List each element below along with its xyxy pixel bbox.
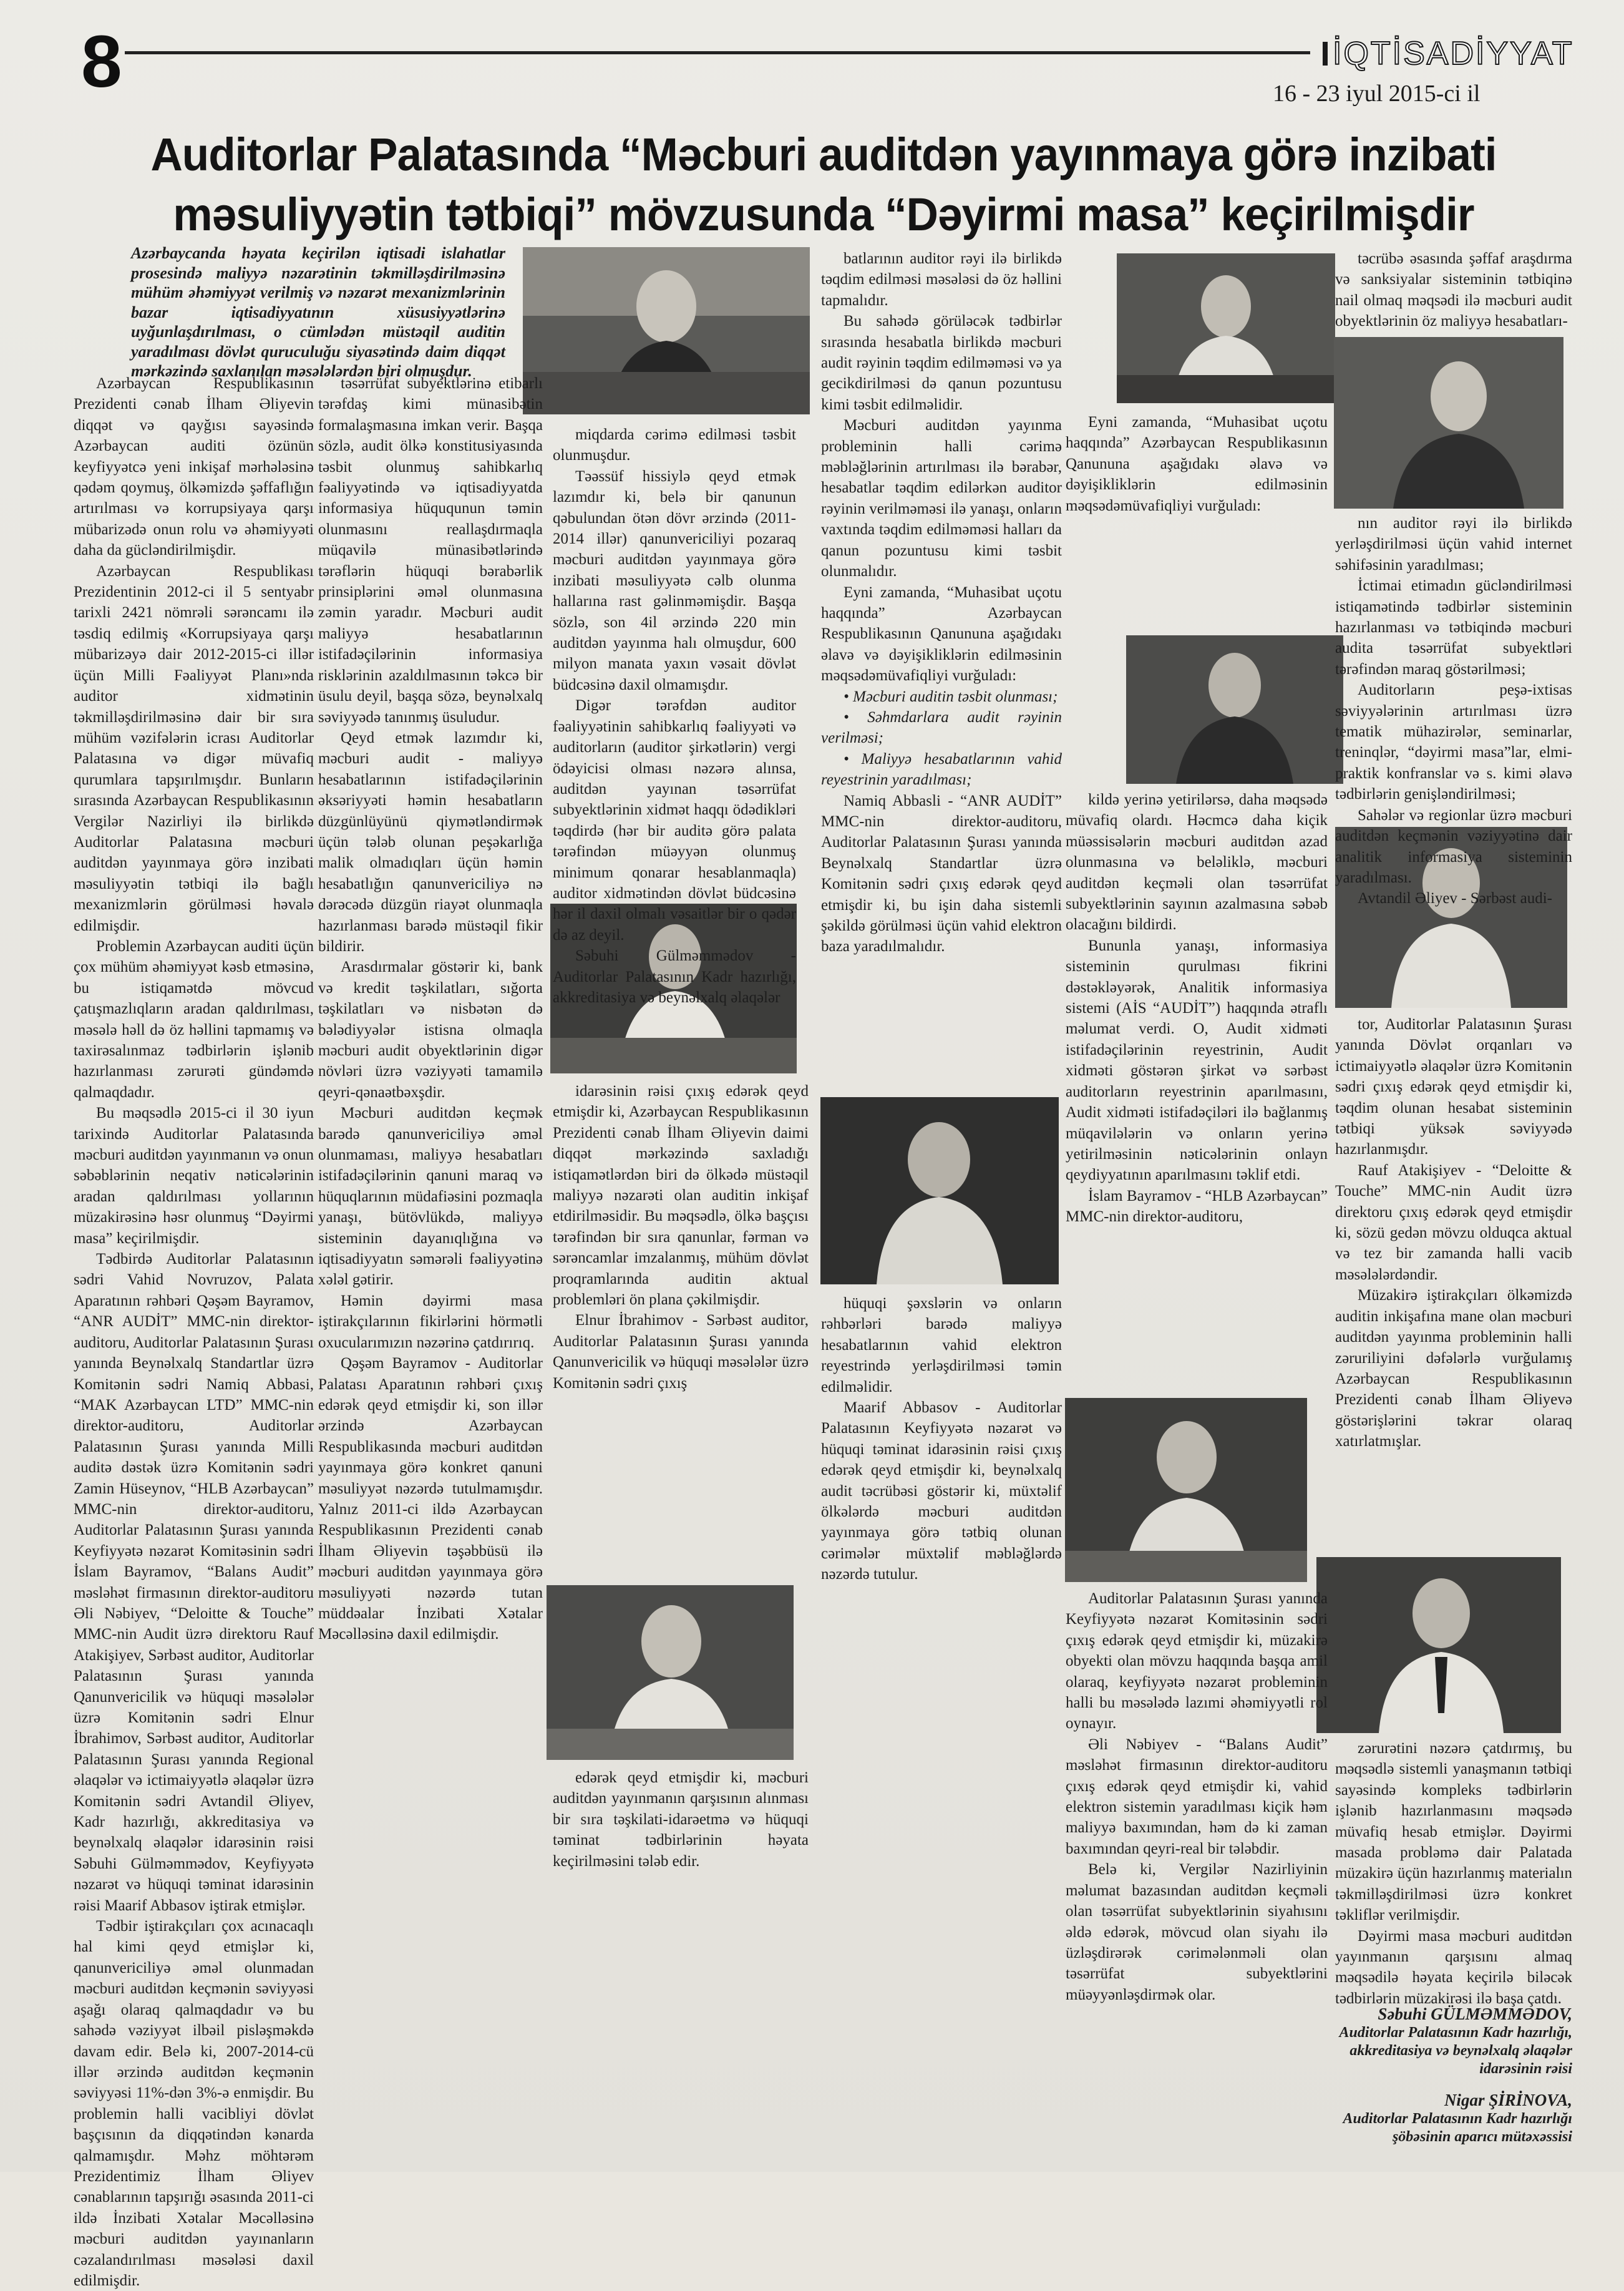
paragraph: Elnur İbrahimov - Sərbəst auditor, Auditorlar Palatasının Şurası yanında Qanunvericilik və hüquqi məsələlər üzrə Komitənin sədri çıxış <box>553 1312 809 1392</box>
brand-logo-icon <box>1323 42 1328 66</box>
paragraph: Avtandil Əliyev - Sərbəst audi- <box>1358 890 1552 907</box>
speaker-photo-islam <box>1065 1398 1307 1582</box>
paragraph: Rauf Atakişiyev - “Deloitte & Touche” MMC-nin Audit üzrə direktoru çıxış edərək qeyd etmişdir ki, sözü gedən mövzu olduqca aktual və tez bir zamanda halli vacib məsələlərdəndir. <box>1335 1161 1572 1283</box>
paragraph: Qəşəm Bayramov - Auditorlar Palatası Aparatının rəhbəri çıxış edərək qeyd etmişdir ki, son illər ərzində Azərbaycan Respublikasında məcburi auditdən yayınmaya görə konkret qanuni məsuliyyət nəzərdə tutulmamışdır. Yalnız 2011-ci ildə Azərbaycan Respublikasının Prezidenti cənab İlham Əliyevin təşəbbüsü ilə məcburi auditdən yayınmaya görə məsuliyyəti nəzərdə tutan müddəalar İnzibati Xətalar Məcəlləsinə daxil edilmişdir. <box>318 1355 543 1643</box>
paragraph: Bununla yanaşı, informasiya sisteminin qurulması fikrini dəstəkləyərək, Analitik informasiya sistemi (AİS “AUDİT”) haqqında ətraflı məlumat verdi. O, Audit xidməti istifadəçilərinin reyestrinin, Audit xidməti göstərən şirkət və sərbəst auditorların reyestrinin aparılmasını, Audit xidməti istifadəçiləri ilə bağlanmış müqavilələrin və onların yerinə yetirilməsinin nəticələrinin onlayn qeydiyyatının aparılmasını təklif etdi. <box>1066 937 1328 1184</box>
paragraph: Arasdırmalar göstərir ki, bank və kredit təşkilatları, sığorta təşkilatları və nisbətən də bələdiyyələr istisna olmaqla məcburi audit obyektlərinin digər növləri üzrə vəziyyəti tamamilə qeyri-qənaətbəxşdir. <box>318 959 543 1101</box>
signature-position: Auditorlar Palatasının Kadr hazırlığı, akkreditasiya və beynəlxalq əlaqələr idarəsinin rəisi <box>1339 2025 1572 2077</box>
paragraph: Maarif Abbasov - Auditorlar Palatasının Keyfiyyətə nəzarət və hüquqi təminat idarəsinin rəisi çıxış edərək qeyd etmişdir ki, beynəlxalq audit təcrübəsi göstərir ki, müxtəlif ölkələrdə məcburi auditdən yayınmaya görə tətbiq olunan cərimələr müxtəlif məbləğlərdə nəzərdə tutulur. <box>821 1399 1062 1583</box>
column-3c <box>553 1767 809 2154</box>
paragraph: idarəsinin rəisi çıxış edərək qeyd etmişdir ki, Azərbaycan Respublikasının Prezidenti cənab İlham Əliyevin daimi diqqət mərkəzində saxladığı istiqamətlərdən biri də ölkədə müstəqil maliyyə nəzarəti olan auditin inkişaf etdirilməsidir. Bu məqsədlə, ölkə başçısı tərəfindən bir sıra qanunlar, fərman və sərəncamlar imzalanmış, mühüm dövlət proqramlarında auditin aktual problemləri ön plana çəkilmişdir. <box>553 1083 809 1309</box>
headline-line-1: Auditorlar Palatasında “Məcburi auditdən yayınmaya görə inzibati <box>150 129 1497 180</box>
article-headline <box>105 125 1542 245</box>
masthead-brand <box>1323 34 1572 73</box>
paragraph: Məcburi auditdən yayınma probleminin halli cərimə məbləğlərinin artırılması ilə bərabər, hesabatlar təqdim edilərkən auditor rəyinin verilməməsi ilə yanaşı, onların vaxtında təqdim edilməməsi halları da qanun pozuntusu kimi təsbit olunmalıdır. <box>821 417 1062 580</box>
paragraph: Səbuhi Gülməmmədov - Auditorlar Palatasının Kadr hazırlığı, akkreditasiya və beynəlxalq əlaqələr <box>553 947 796 1006</box>
paragraph: təcrübə əsasında şəffaf araşdırma və sanksiyalar sisteminin tətbiqinə nail olmaq məqsədi ilə məcburi audit obyektlərinin öz maliyyə hesabatları- <box>1335 250 1572 330</box>
paragraph: Həmin dəyirmi masa iştirakçılarının fikirlərini hörmətli oxucularımızın nəzərinə çatdırırıq. <box>318 1292 543 1351</box>
column-4a <box>821 248 1062 1088</box>
paragraph: Müzakirə iştirakçıları ölkəmizdə auditin inkişafına mane olan məcburi auditdən yayınma probleminin halli zəruriliyini dəfələrlə vurğulamış Azərbaycan Respublikasının Prezidenti cənab İlham Əliyevə göstərişlərini təkrar olaraq xatırlatmışlar. <box>1335 1287 1572 1450</box>
paragraph: İctimai etimadın gücləndirilməsi istiqamətində tədbirlər sisteminin hazırlanması və tətbiqində məcburi audita təsərrüfat subyektləri tərəfindən maraq göstərilməsi; <box>1335 577 1572 678</box>
paragraph: Azərbaycan Respublikasının Prezidenti cənab İlham Əliyevin diqqət və qayğısı sayəsində Azərbaycan auditi özünün keyfiyyətcə yeni inkişaf mərhələsinə qədəm qoymuş, ölkəmizdə şəffaflığın artırılması və korrupsiyaya qarşı mübarizədə onun rolu və əhəmiyyəti daha da gücləndirilmişdir. <box>74 375 314 559</box>
paragraph: tor, Auditorlar Palatasının Şurası yanında Dövlət orqanları və ictimaiyyətlə əlaqələr üzrə Komitənin sədri çıxış edərək qeyd etmişdir ki, təqdim olunan hesabat sisteminin tətbiqi yüksək səviyyədə hazırlanmışdır. <box>1335 1016 1572 1158</box>
column-4b <box>821 1293 1062 2157</box>
paragraph: batlarının auditor rəyi ilə birlikdə təqdim edilməsi məsələsi də öz həllini tapmalıdır. <box>821 250 1062 309</box>
article-lead: Azərbaycanda həyata keçirilən iqtisadi islahatlar prosesində maliyyə nəzarətinin təkmilləşdirilməsinə mühüm əhəmiyyət verilmiş və nəzarət mexanizmlərinin bazar iqtisadiyyatının xüsusiyyətlərinə uyğunlaşdırılması, o cümlədən müstəqil auditin yaradılması dövlət quruculuğu siyasətində daim diqqət mərkəzində saxlanılan məsələlərdən biri olmuşdur. <box>131 244 505 380</box>
speaker-photo-7 <box>1334 337 1563 509</box>
headline-line-2: məsuliyyətin tətbiqi” mövzusunda “Dəyirmi masa” keçirilmişdir <box>173 188 1474 240</box>
paragraph: Bu məqsədlə 2015-ci il 30 iyun tarixində Auditorlar Palatasında məcburi auditdən yayınmanın və onun səbəblərinin neqativ nəticələrinin aradan qaldırılması yollarının müzakirəsinə həsr olunmuş “Dəyirmi masa” keçirilmişdir. <box>74 1105 314 1247</box>
paragraph: Problemin Azərbaycan auditi üçün çox mühüm əhəmiyyət kəsb etməsinə, bu istiqamətdə mövcud çatışmazlıqların aradan qaldırılması, məsələ həll də öz həllini tapmamış və taxirəsalınmaz tədbirlərin işlənib hazırlanması zərurəti gündəmdə qalmaqdadır. <box>74 937 314 1101</box>
column-2 <box>318 373 543 2158</box>
paragraph: kildə yerinə yetirilərsə, daha məqsədə müvafiq olardı. Həcmcə daha kiçik müəssisələrin məcburi auditdən azad olunmasına və beləliklə, məcburi auditdən keçməli olan təsərrüfat subyektlərinin sayının azalmasına səbəb olacağını bildirdi. <box>1066 791 1328 934</box>
speaker-photo-elnur <box>547 1585 794 1760</box>
paragraph: nın auditor rəyi ilə birlikdə yerləşdirilməsi üçün vahid internet səhifəsinin yaradılması; <box>1335 515 1572 574</box>
signature-2 <box>1310 2091 1572 2146</box>
list-item: • Məcburi auditin təsbit olunması; <box>844 688 1058 705</box>
column-1 <box>74 373 314 2289</box>
paragraph: Sahələr və regionlar üzrə məcburi auditdən keçmənin vəziyyətinə dair analitik informasiya sisteminin yaradılması. <box>1335 806 1572 886</box>
speaker-photo-namiq <box>820 1097 1059 1284</box>
page-number: 8 <box>81 21 122 103</box>
signature-name: Nigar ŞİRİNOVA, <box>1444 2091 1572 2109</box>
column-3a <box>553 424 796 1006</box>
column-6d <box>1335 1738 1572 2007</box>
paragraph: Qeyd etmək lazımdır ki, məcburi audit - maliyyə hesabatlarının istifadəçilərinin əksəriyyəti həmin hesabatların düzgünlüyünü qiymətləndirmək üçün tələb olunan peşəkarlığa malik olmadıqları üçün həmin hesabatlığın qanunvericiliyə nə dərəcədə düzgün riayət olunmaqla hazırlanması barədə müstəqil fikir bildirir. <box>318 729 543 955</box>
signature-name: Səbuhi GÜLMƏMMƏDOV, <box>1378 2005 1572 2023</box>
paragraph: edərək qeyd etmişdir ki, məcburi auditdən yayınmanın qarşısının alınması bir sıra təşkilati-idarəetmə və hüquqi təminat tədbirlərinin həyata keçirilməsini tələb edir. <box>553 1769 809 1870</box>
column-5b <box>1066 789 1328 1389</box>
paragraph: Dəyirmi masa məcburi auditdən yayınmanın qarşısını almaq məqsədilə həyata keçirilə biləcək tədbirlərin müzakirəsi ilə başa çatdı. <box>1335 1927 1572 2007</box>
paragraph: hüquqi şəxslərin və onların rəhbərləri barədə maliyyə hesabatlarının vahid elektron reyestrində yerləşdirilməsi təmin edilməlidir. <box>821 1295 1062 1395</box>
column-5c <box>1066 1588 1328 2156</box>
issue-date: 16 - 23 iyul 2015-ci il <box>1273 81 1481 107</box>
speaker-photo-1 <box>523 247 810 414</box>
brand-name: İQTİSADİYYAT <box>1333 36 1574 72</box>
paragraph: Azərbaycan Respublikası Prezidentinin 2012-ci il 5 sentyabr tarixli 2421 nömrəli sərəncamı ilə təsdiq edilmiş «Korrupsiyaya qarşı mübarizəyə dair 2012-2015-ci illər üçün Milli Fəaliyyət Planı»nda auditor xidmətinin təkmilləşdirilməsinə dair bir sıra mühüm vəzifələrin icrası Auditorlar Palatasına və digər müvafiq qurumlara tapşırılmışdır. Bunların sırasında Azərbaycan Respublikasının Vergilər Nazirliyi ilə birlikdə Auditorlar Palatasına məcburi auditdən yayınmaya görə inzibati məsuliyyətin tətbiqi ilə bağlı mexanizmlərin görülməsi həvalə edilmişdir. <box>74 562 314 934</box>
speaker-photo-5 <box>1126 635 1343 784</box>
paragraph: Eyni zamanda, “Muhasibat uçotu haqqında” Azərbaycan Respublikasının Qanununa aşağıdakı əlavə və dəyişikliklərin edilməsinin məqsədəmüvafiqliyi vurğuladı: <box>821 584 1062 685</box>
speaker-photo-zamin <box>1117 253 1335 403</box>
paragraph: Digər tərəfdən auditor fəaliyyətinin sahibkarlıq fəaliyyəti və auditorların (auditor şirkətlərin) vergi ödəyicisi olması nəzərə alınsa, auditdən yayınan təsərrüfat subyektlərinin xidmət haqqı ödədikləri təqdirdə (hər bir auditə görə palata tərəfindən müəyyən olunmuş minimum qonarar hesablanmaqla) auditor xidmətindən dövlət büdcəsinə hər il daxil olmalı vəsaitlər bir o qədər də az deyil. <box>553 697 796 944</box>
paragraph: Eyni zamanda, “Muhasibat uçotu haqqında” Azərbaycan Respublikasının Qanununa aşağıdakı əlavə və dəyişikliklərin edilməsinin məqsədəmüvafiqliyi vurğuladı: <box>1066 414 1328 514</box>
paragraph: Tədbir iştirakçıları çox acınacaqlı hal kimi qeyd etmişlər ki, qanunvericiliyə əməl olunmadan məcburi auditdən keçmənin səviyyəsi aşağı olaraq qalmaqdadır və bu sahədə vəziyyət ilbəil pisləşməkdə davam edir. Belə ki, 2007-2014-cü illər ərzində auditdən keçmənin səviyyəsi 11%-dən 3%-ə enmişdir. Bu problemin halli vacibliyi dövlət başçısının da diqqətindən kənarda qalmamışdır. Məhz möhtərəm Prezidentimiz İlham Əliyev cənablarının tapşırığı əsasında 2011-ci ildə İnzibati Xətalar Məcəlləsinə məcburi auditdən yayınanların cəzalandırılması məsələsi daxil edilmişdir. <box>74 1918 314 2289</box>
paragraph: Bu sahədə görüləcək tədbirlər sırasında hesabatla birlikdə məcburi audit rəyinin təqdim edilməməsi və ya gecikdirilməsi də qanun pozuntusu kimi təsbit edilməlidir. <box>821 313 1062 413</box>
paragraph: Əli Nəbiyev - “Balans Audit” məsləhət firmasının direktor-auditoru çıxış edərək qeyd etmişdir ki, vahid elektron sistemin yaradılması kiçik həm maliyyə baxımından, həm də ki zaman baxımından qeyri-real bir tələbdir. <box>1066 1736 1328 1857</box>
signature-position: Auditorlar Palatasının Kadr hazırlığı şöbəsinin aparıcı mütəxəssisi <box>1343 2111 1572 2145</box>
paragraph: Təəssüf hissiylə qeyd etmək lazımdır ki, belə bir qanunun qəbulundan ötən dövr ərzində (2011-2014 illər) qanunvericiliyi pozaraq məcburi auditdən yayınmaya görə inzibati məsuliyyətə cəlb olunma hallarına rast gəlinməmişdir. Başqa sözlə, son 4il ərzində 220 min auditdən yayınma halı olmuşdur, 600 milyon manata yaxın vəsait dövlət büdcəsinə daxil olmamışdır. <box>553 467 796 693</box>
list-item: • Maliyyə hesabatlarının vahid reyestrinin yaradılması; <box>821 750 1062 789</box>
paragraph: zərurətini nəzərə çatdırmış, bu məqsədlə sistemli yanaşmanın tətbiqi sayəsində kompleks tədbirlərin işlənib hazırlanmasını məqsədə müvafiq hesab etmişlər. Dəyirmi masada probləmə dair Palatada müzakirə üçün hazırlanmış materialın təkmilləşdirilməsi üzrə konkret təkliflər verilmişdir. <box>1335 1740 1572 1924</box>
paragraph: Məcburi auditdən keçmək barədə qanunvericiliyə əməl olunmaması, maliyyə hesabatları istifadəçilərinin qanuni maraq və hüquqlarının müdafiəsini pozmaqla yanaşı, bütövlükdə, maliyyə sisteminin dayanıqlığına və iqtisadiyyatın səmərəli fəaliyyətinə xələl gətirir. <box>318 1105 543 1289</box>
column-6b <box>1335 513 1572 907</box>
signature-1 <box>1310 2005 1572 2078</box>
column-6a <box>1335 248 1572 333</box>
column-5a <box>1066 412 1328 630</box>
paragraph: miqdarda cərimə edilməsi təsbit olunmuşdur. <box>553 426 796 464</box>
paragraph: Belə ki, Vergilər Nazirliyinin məlumat bazasından auditdən keçməli olan təsərrüfat subyektlərinin siyahısını əldə edərək, mövcud olan siyahı ilə üzləşdirərək cərimələnməli olan təsərrüfat subyektlərini müəyyənləşdirmək olar. <box>1066 1861 1328 2003</box>
paragraph: İslam Bayramov - “HLB Azərbaycan” MMC-nin direktor-auditoru, <box>1066 1187 1328 1226</box>
list-item: • Səhmdarlara audit rəyinin verilməsi; <box>821 708 1062 747</box>
column-3b <box>553 1081 809 1577</box>
paragraph: təsərrüfat subyektlərinə etibarlı tərəfdaş kimi münasibətin formalaşmasına imkan verir. Başqa sözlə, audit ölkə konstitusiyasında təsbit olunmuş sahibkarlıq fəaliyyətində və iqtisadiyyatda informasiya hüququnun təmin olunmasını reallaşdırmaqla müqavilə münasibətlərində tərəflərin hüquqi bərabərlik prinsiplərini əməl olunmasına zəmin yaradır. Məcburi audit maliyyə hesabatlarının istifadəçilərinin informasiya risklərinin azaldılmasının təkcə bir üsulu deyil, başqa sözə, beynəlxalq səviyyədə tanınmış üsuludur. <box>318 375 543 726</box>
paragraph: Auditorlar Palatasının Şurası yanında Keyfiyyətə nəzarət Komitəsinin sədri çıxış edərək qeyd etmişdir ki, müzakirə obyekti olan mövzu haqqında başqa amil olaraq, keyfiyyətə nəzarət probleminin halli bu məsələdə lazımi əhəmiyyətli rol oynayır. <box>1066 1590 1328 1732</box>
speaker-photo-rauf <box>1316 1557 1561 1733</box>
paragraph: Namiq Abbasli - “ANR AUDİT” MMC-nin direktor-auditoru, Auditorlar Palatasının Şurası yanında Beynəlxalq Standartlar üzrə Komitənin sədri çıxış edərək qeyd etmişdir ki, bu işin daha sistemli şəkildə görülməsi üçün vahid elektron baza yaradılmalıdır. <box>821 792 1062 955</box>
paragraph: Tədbirdə Auditorlar Palatasının sədri Vahid Novruzov, Palata Aparatının rəhbəri Qəşəm Bayramov, “ANR AUDİT” MMC-nin direktor-auditoru, Auditorlar Palatasının Şurası yanında Beynəlxalq Standartlar üzrə Komitənin sədri Namiq Abbasi, “MAK Azərbaycan LTD” MMC-nin direktor-auditoru, Auditorlar Palatasının Şurası yanında Milli auditə dəstək üzrə Komitənin sədri Zamin Hüseynov, “HLB Azərbaycan” MMC-nin direktor-auditoru, Auditorlar Palatasının Şurası yanında Keyfiyyətə nəzarət Komitəsinin sədri İslam Bayramov, “Balans Audit” məsləhət firmasının direktor-auditoru Əli Nəbiyev, “Deloitte & Touche” MMC-nin Audit üzrə direktoru Rauf Atakişiyev, Sərbəst auditor, Auditorlar Palatasının Şurası yanında Qanunvericilik və hüquqi məsələlər üzrə Komitənin sədri Elnur İbrahimov, Sərbəst auditor, Auditorlar Palatasının Şurası yanında Regional əlaqələr və ictimaiyyətlə əlaqələr üzrə Komitənin sədri Avtandil Əliyev, Kadr hazırlığı, akkreditasiya və beynəlxalq əlaqələr idarəsinin rəisi Səbuhi Gülməmmədov, Keyfiyyətə nəzarət və hüquqi təminat idarəsinin rəisi Maarif Abbasov iştirak etmişlər. <box>74 1251 314 1914</box>
paragraph: Auditorların peşə-ixtisas səviyyələrinin artırılması üzrə tematik mühazirələr, seminarlar, treninqlər, “dəyirmi masa”lar, elmi-praktik konfranslar və s. kimi əlavə tədbirlərin genişləndirilməsi; <box>1335 681 1572 803</box>
header-rule <box>125 51 1310 54</box>
column-6c <box>1335 1014 1572 1551</box>
